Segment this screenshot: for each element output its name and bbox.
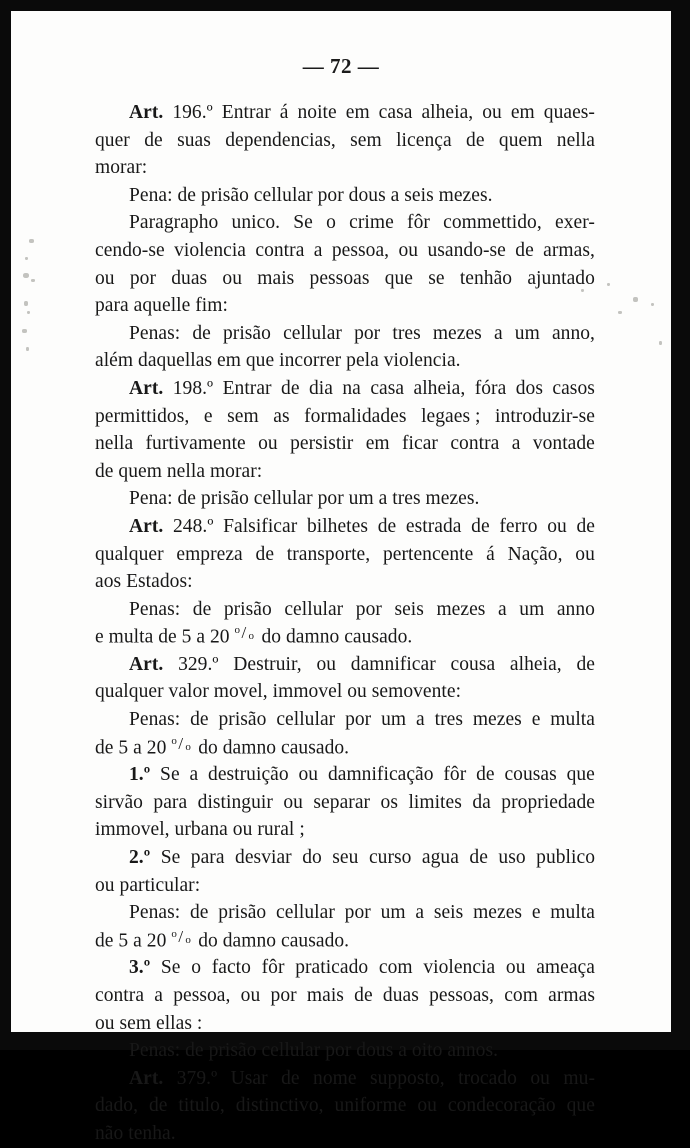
word: alheia, [413,377,466,399]
word: os [380,791,398,813]
text-line [95,430,595,458]
word: um [519,598,545,620]
word: de [281,1067,300,1089]
word: ou [316,653,337,675]
word: Entrar [222,377,272,399]
word: uniforme [334,1095,407,1117]
word: violencia [423,957,496,979]
word: multa [550,902,595,924]
word: Usar [230,1067,268,1089]
word: 3.º [129,957,151,979]
word: noite [297,102,337,123]
word: 198.º [172,377,214,399]
word: distinctivo, [235,1095,324,1117]
word: a [154,985,163,1006]
word: Entrar [221,102,271,123]
word: fôr [407,212,430,234]
word: distinguir [197,791,273,813]
word: prisão [218,902,267,924]
word: a [416,709,425,731]
word: a [498,598,507,620]
word: fôr [443,764,467,786]
word: desviar [235,847,292,869]
text-line: ou particular: [95,874,201,896]
word: da [472,791,491,813]
word: unico. [231,212,281,234]
word: de [148,1095,168,1117]
text-line [129,844,595,872]
scan-artifact [26,347,29,351]
word: permittidos, [95,405,190,427]
word: vontade [532,433,595,455]
word: ficar [402,433,438,455]
word: de [190,709,209,731]
word: de [377,515,397,537]
word: facto [211,957,251,979]
word: casos [552,377,595,399]
word: de [476,764,495,786]
word: ou [283,791,303,813]
word: estrada [405,515,462,537]
word: Penas: [129,598,181,620]
word: Art. [129,1067,164,1089]
word: persistir [290,433,354,455]
word: cendo-se [95,239,165,261]
word: damnificar [350,653,436,675]
text-line [129,320,595,348]
word: por [354,322,381,344]
document-text-body [95,99,595,1148]
word: que [384,267,414,289]
percent-symbol: o / o [171,926,191,946]
word: seis [394,598,424,620]
word: cellular [284,598,344,620]
scan-artifact [22,329,27,333]
word: ou [298,764,319,786]
scan-artifact [24,301,28,306]
word: damnificação [327,764,434,786]
word: as [273,405,290,427]
text-line [95,789,595,817]
text-line [129,513,595,541]
word: ou [222,267,243,289]
text-line: immovel, urbana ou rural ; [95,819,305,841]
word: condecoração [447,1095,556,1117]
word: o [191,957,202,979]
text-line [95,982,595,1010]
word: Penas: [129,709,181,731]
word: anno [556,598,595,620]
word: de [354,985,373,1006]
word: a [493,322,503,344]
word: a [415,902,425,924]
word: um [381,709,407,731]
word: praticado [295,957,369,979]
scan-artifact [633,297,638,302]
word: e [531,709,541,731]
word: que [566,764,595,786]
word: qualquer [95,543,164,565]
word: nella [556,129,595,151]
word: de [192,322,211,344]
word: ou [240,985,261,1006]
word: por [270,985,297,1006]
word: por [355,598,382,620]
word: Se [293,212,313,234]
word: publico [536,847,595,869]
word: ou [575,543,595,565]
word: nella [95,433,134,455]
word: do [302,847,322,869]
word: Se [160,847,181,869]
word: Se [160,764,180,786]
text-line [129,99,595,127]
word: mezes [432,322,482,344]
word: de [192,598,212,620]
text-line: de 5 a 20 o / o do damno causado. [95,926,350,952]
word: na [342,377,361,399]
word: prisão [222,322,271,344]
page-sheet [11,11,671,1144]
text-line: Penas: de prisão cellular por dous a oito annos. [129,1040,499,1062]
word: de [576,515,595,537]
word: por [344,902,371,924]
word: ou [398,239,419,261]
text-line: para aquelle fim: [95,295,228,317]
word: de [466,129,485,151]
text-line [129,954,595,982]
word: pessoas, [429,985,494,1006]
word: alheia, [421,102,474,123]
word: casa [378,102,413,123]
word: ou [505,957,526,979]
text-line: Pena: de prisão cellular por dous a seis mezes. [129,184,493,206]
word: um [380,902,406,924]
word: Art. [129,102,164,123]
scan-artifact [25,257,28,260]
word: agua [421,847,459,869]
scan-artifact [618,311,622,314]
text-line [95,265,595,293]
word: Destruir, [233,653,302,675]
word: mais [306,985,344,1006]
word: formalidades [304,405,407,427]
text-line [129,761,595,789]
text-line [95,541,595,569]
word: 2.º [129,847,151,869]
word: pertencente [382,543,474,565]
percent-symbol: o / o [234,623,255,643]
word: de [144,129,163,151]
word: anno, [551,322,595,344]
word: mezes [436,598,486,620]
scan-artifact [23,273,29,278]
word: ou [95,267,115,289]
scan-artifact [31,279,35,282]
text-line: de 5 a 20 o / o do damno causado. [95,733,350,759]
word: licença [396,129,452,151]
word: de [471,515,490,537]
text-line [95,1092,595,1120]
word: em [365,433,390,455]
word: Penas: [129,902,181,924]
word: ou [530,1067,550,1089]
word: por [345,709,372,731]
word: ferro [499,515,538,537]
word: a [189,764,199,786]
word: crime [349,212,394,234]
word: dependencias, [225,129,336,151]
word: seu [332,847,359,869]
word: usando-se [427,239,506,261]
word: armas [548,985,595,1006]
text-line: morar: [95,157,148,179]
text-line [129,899,595,927]
text-line [129,596,595,624]
scan-artifact [659,341,662,345]
word: de [281,377,300,399]
word: tres [434,709,463,731]
word: de [515,239,534,261]
word: cellular [283,322,342,344]
text-line: não tenha. [95,1122,176,1144]
word: de [255,543,275,565]
word: alheia, [509,653,562,675]
word: ou [482,102,502,123]
scan-artifact [651,303,654,306]
word: Art. [129,653,164,675]
word: curso [368,847,412,869]
word: tres [392,322,421,344]
word: Se [160,957,181,979]
text-line: além daquellas em que incorrer pela violencia. [95,350,461,372]
word: dia [308,377,333,399]
word: e [203,405,213,427]
word: o [326,212,336,234]
word: ameaça [536,957,595,979]
word: exer- [554,212,595,234]
word: Paragrapho [129,212,219,234]
word: mezes [473,902,523,924]
word: nome [313,1067,357,1089]
word: que [566,1095,595,1117]
word: fôr [261,957,285,979]
text-line [129,209,595,237]
word: Art. [129,515,164,537]
text-line [95,403,595,431]
word: cellular [276,902,335,924]
word: quaes- [543,102,595,123]
text-line: Pena: de prisão cellular por um a tres mezes. [129,488,480,510]
word: para [190,847,225,869]
word: pessoas [309,267,370,289]
word: Art. [129,377,164,399]
word: ajuntado [527,267,595,289]
word: com [378,957,413,979]
text-line: ou sem ellas : [95,1012,203,1034]
word: de [469,847,488,869]
word: prisão [218,709,267,731]
word: ou [258,433,278,455]
word: um [514,322,540,344]
word: duas [382,985,419,1006]
word: cousa [450,653,496,675]
text-line [129,1065,595,1093]
word: prisão [223,598,272,620]
text-line [95,127,595,155]
word: Falsificar [223,515,298,537]
text-line [129,706,595,734]
word: commettido, [443,212,542,234]
word: destruição [208,764,289,786]
word: a [313,239,323,261]
word: se [428,267,445,289]
word: trocado [458,1067,517,1089]
word: quem [498,129,543,151]
word: ou [547,515,567,537]
text-line [129,375,595,403]
word: introduzir-se [495,405,595,427]
scan-artifact [29,239,34,243]
word: sem [227,405,259,427]
word: sem [350,129,382,151]
word: sirvão [95,791,143,813]
word: supposto, [370,1067,445,1089]
word: contra [95,985,145,1006]
text-line [95,237,595,265]
word: 248.º [173,515,214,537]
word: tenhão [459,267,513,289]
word: á [279,102,289,123]
word: de [189,902,209,924]
word: limites [408,791,462,813]
word: dos [515,377,543,399]
word: titulo, [178,1095,225,1117]
word: quer [95,129,130,151]
text-line: de quem nella morar: [95,460,263,482]
word: contra [450,433,500,455]
word: bilhetes [306,515,368,537]
word: Penas: [129,322,181,344]
word: a [511,433,521,455]
word: propriedade [501,791,595,813]
word: armas, [543,239,595,261]
word: empreza [176,543,243,565]
word: á [486,543,495,565]
word: contra [255,239,305,261]
word: furtivamente [145,433,246,455]
word: ou [417,1095,437,1117]
word: fóra [474,377,507,399]
word: pessoa, [173,985,231,1006]
word: uso [498,847,526,869]
word: mezes [472,709,522,731]
word: em [510,102,535,123]
word: duas [171,267,208,289]
text-line: qualquer valor movel, immovel ou semovente: [95,681,462,703]
word: para [153,791,188,813]
page-number: — 72 — [302,54,380,78]
word: mu- [563,1067,595,1089]
word: transporte, [286,543,371,565]
word: suas [177,129,211,151]
text-line: e multa de 5 a 20 o / o do damno causado. [95,623,413,648]
word: 329.º [178,653,219,675]
percent-symbol: o / o [171,733,191,753]
word: e [531,902,541,924]
word: 379.º [176,1067,218,1089]
text-line: aos Estados: [95,571,193,593]
word: de [576,653,595,675]
word: cellular [276,709,336,731]
scan-artifact [607,283,610,286]
word: mais [257,267,295,289]
text-line [129,651,595,679]
word: Nação, [507,543,563,565]
scan-artifact [27,311,30,314]
word: seis [433,902,464,924]
word: pessoa, [331,239,390,261]
word: violencia [174,239,246,261]
word: em [345,102,370,123]
word: por [129,267,156,289]
word: multa [550,709,595,731]
word: separar [313,791,371,813]
word: 1.º [129,764,151,786]
word: dado, [95,1095,139,1117]
word: legaes ; [421,405,481,427]
word: com [504,985,538,1006]
scan-artifact [581,289,584,292]
word: cousas [504,764,557,786]
word: 196.º [172,102,213,123]
word: casa [370,377,405,399]
